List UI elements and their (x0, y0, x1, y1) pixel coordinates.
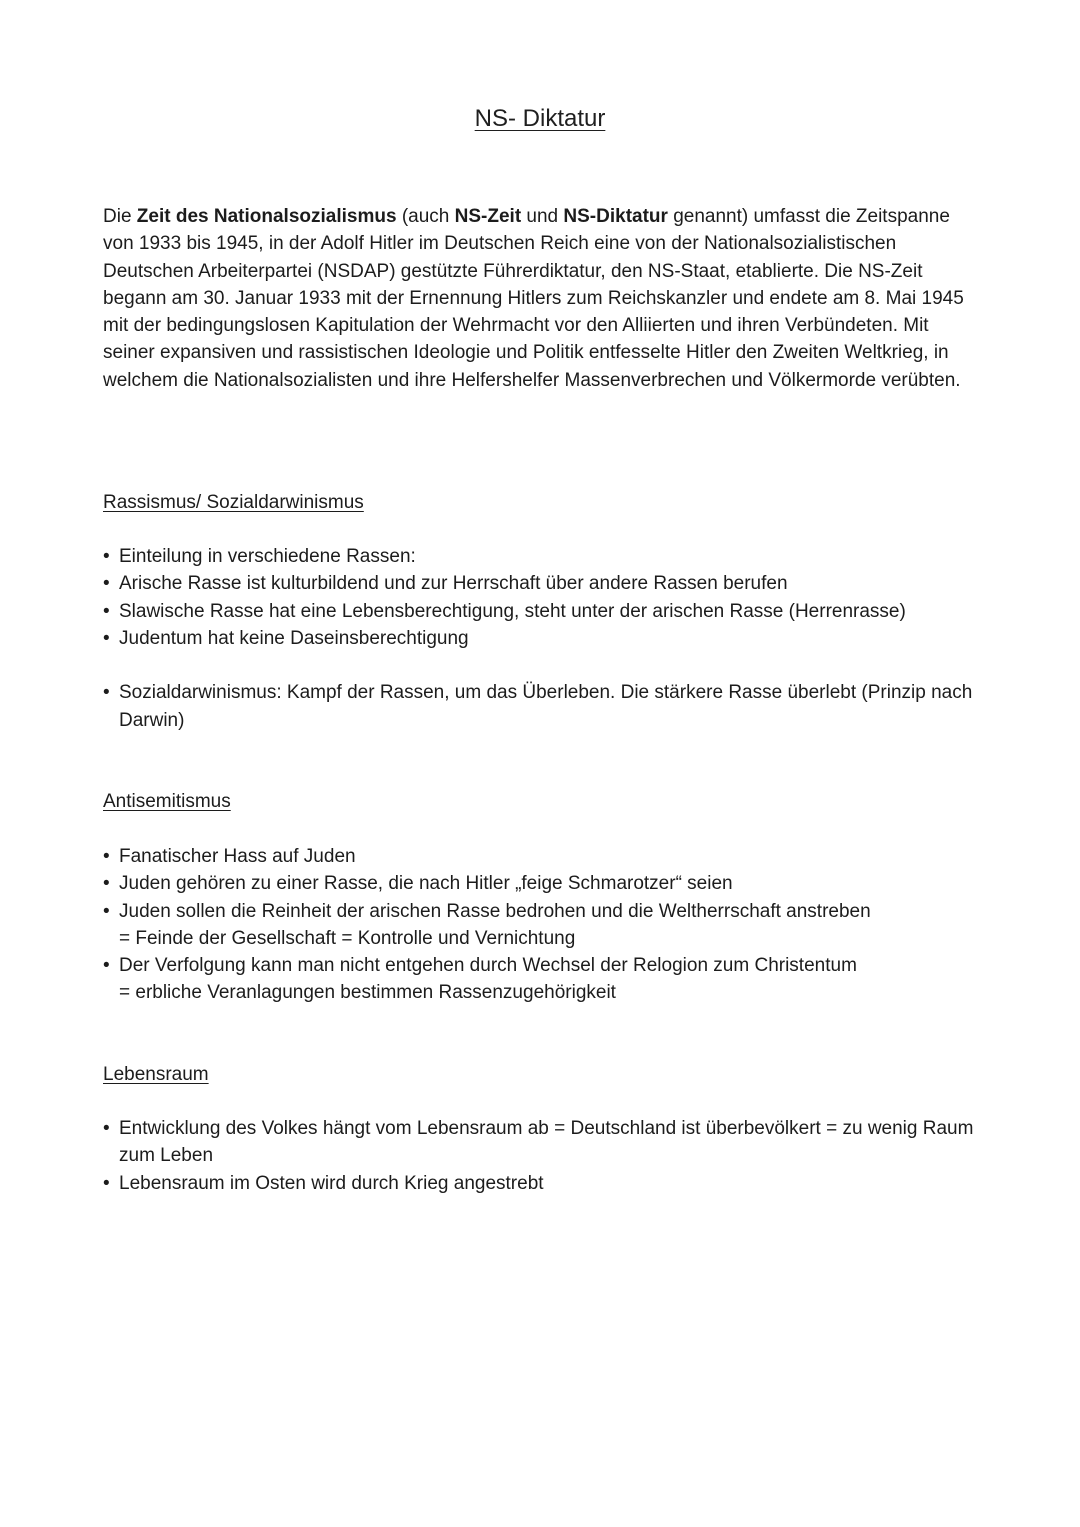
bullet-icon: • (103, 546, 110, 567)
list-item-text: Entwicklung des Volkes hängt vom Lebensraum ab = Deutschland ist überbevölkert = zu wenig Raum zum Leben (119, 1118, 974, 1167)
bullet-icon: • (103, 627, 110, 649)
list-item-continuation: = Feinde der Gesellschaft = Kontrolle und Vernichtung (119, 927, 576, 949)
page-title: NS- Diktatur (474, 105, 606, 132)
list-item-text: Sozialdarwinismus: Kampf der Rassen, um das Überleben. Die stärkere Rasse überlebt (Prinzip nach Darwin) (119, 682, 973, 731)
list-item-text: Arische Rasse ist kulturbildend und zur Herrschaft über andere Rassen berufen (119, 573, 788, 595)
section-heading-rassismus: Rassismus/ Sozialdarwinismus (103, 492, 364, 513)
bullet-list-antisemitismus (103, 843, 983, 1007)
list-item (103, 870, 983, 897)
list-item (103, 625, 983, 652)
bullet-icon: • (103, 900, 110, 922)
list-item (103, 1115, 983, 1170)
list-item (103, 679, 983, 734)
bullet-icon: • (103, 682, 110, 704)
list-item-text: Einteilung in verschiedene Rassen: (119, 546, 416, 567)
list-item (103, 543, 983, 570)
intro-bold-term: NS-Zeit (454, 206, 522, 227)
bullet-icon: • (103, 1118, 110, 1139)
list-item-text: Slawische Rasse hat eine Lebensberechtigung, steht unter der arischen Rasse (Herrenrasse) (119, 600, 906, 622)
list-item (103, 598, 983, 625)
list-item-continuation: = erbliche Veranlagungen bestimmen Rassenzugehörigkeit (119, 982, 616, 1004)
section-heading-antisemitismus: Antisemitismus (103, 791, 231, 812)
list-item (103, 952, 983, 1007)
intro-paragraph (103, 203, 983, 394)
list-item-text: Judentum hat keine Daseinsberechtigung (119, 627, 469, 649)
intro-bold-term: Zeit des Nationalsozialismus (136, 206, 397, 227)
document-page (103, 0, 983, 1527)
list-item-text: Der Verfolgung kann man nicht entgehen durch Wechsel der Relogion zum Christentum (119, 955, 857, 977)
intro-text: Die (103, 206, 137, 227)
list-item (103, 898, 983, 953)
section-heading-lebensraum: Lebensraum (103, 1064, 209, 1085)
intro-text: genannt) umfasst die Zeitspanne von 1933 bis 1945, in der Adolf Hitler im Deutschen Reich eine von der Nationalsozialistischen Deutschen Arbeiterpartei (NSDAP) gestützte Führerdiktatur, den NS-Staat, etablierte. Die NS-Zeit begann am 30. Januar 1933 mit der Ernennung Hitlers zum Reichskanzler und endete am 8. Mai 1945 mit der bedingungslosen Kapitulation der Wehrmacht vor den Alliierten und ihren Verbündeten. Mit seiner expansiven und rassistischen Ideologie und Politik entfesselte Hitler den Zweiten Weltkrieg, in welchem die Nationalsozialisten und ihre Helfershelfer Massenverbrechen und Völkermorde verübten. (103, 206, 964, 391)
list-item (103, 570, 983, 597)
intro-text: und (521, 206, 564, 227)
bullet-list-lebensraum (103, 1115, 983, 1197)
list-item (103, 1170, 983, 1197)
list-item-text: Fanatischer Hass auf Juden (119, 846, 356, 867)
list-item (103, 843, 983, 870)
intro-text: (auch (396, 206, 455, 227)
bullet-icon: • (103, 955, 110, 977)
bullet-list-rassismus (103, 543, 983, 734)
list-item-text: Juden gehören zu einer Rasse, die nach Hitler „feige Schmarotzer“ seien (119, 873, 733, 895)
bullet-icon: • (103, 846, 110, 867)
bullet-icon: • (103, 873, 110, 895)
list-item-text: Lebensraum im Osten wird durch Krieg angestrebt (119, 1172, 544, 1194)
bullet-icon: • (103, 1172, 110, 1194)
bullet-icon: • (103, 600, 110, 622)
list-item-text: Juden sollen die Reinheit der arischen Rasse bedrohen und die Weltherrschaft anstreben (119, 900, 871, 922)
bullet-icon: • (103, 573, 110, 595)
intro-bold-term: NS-Diktatur (563, 206, 668, 227)
